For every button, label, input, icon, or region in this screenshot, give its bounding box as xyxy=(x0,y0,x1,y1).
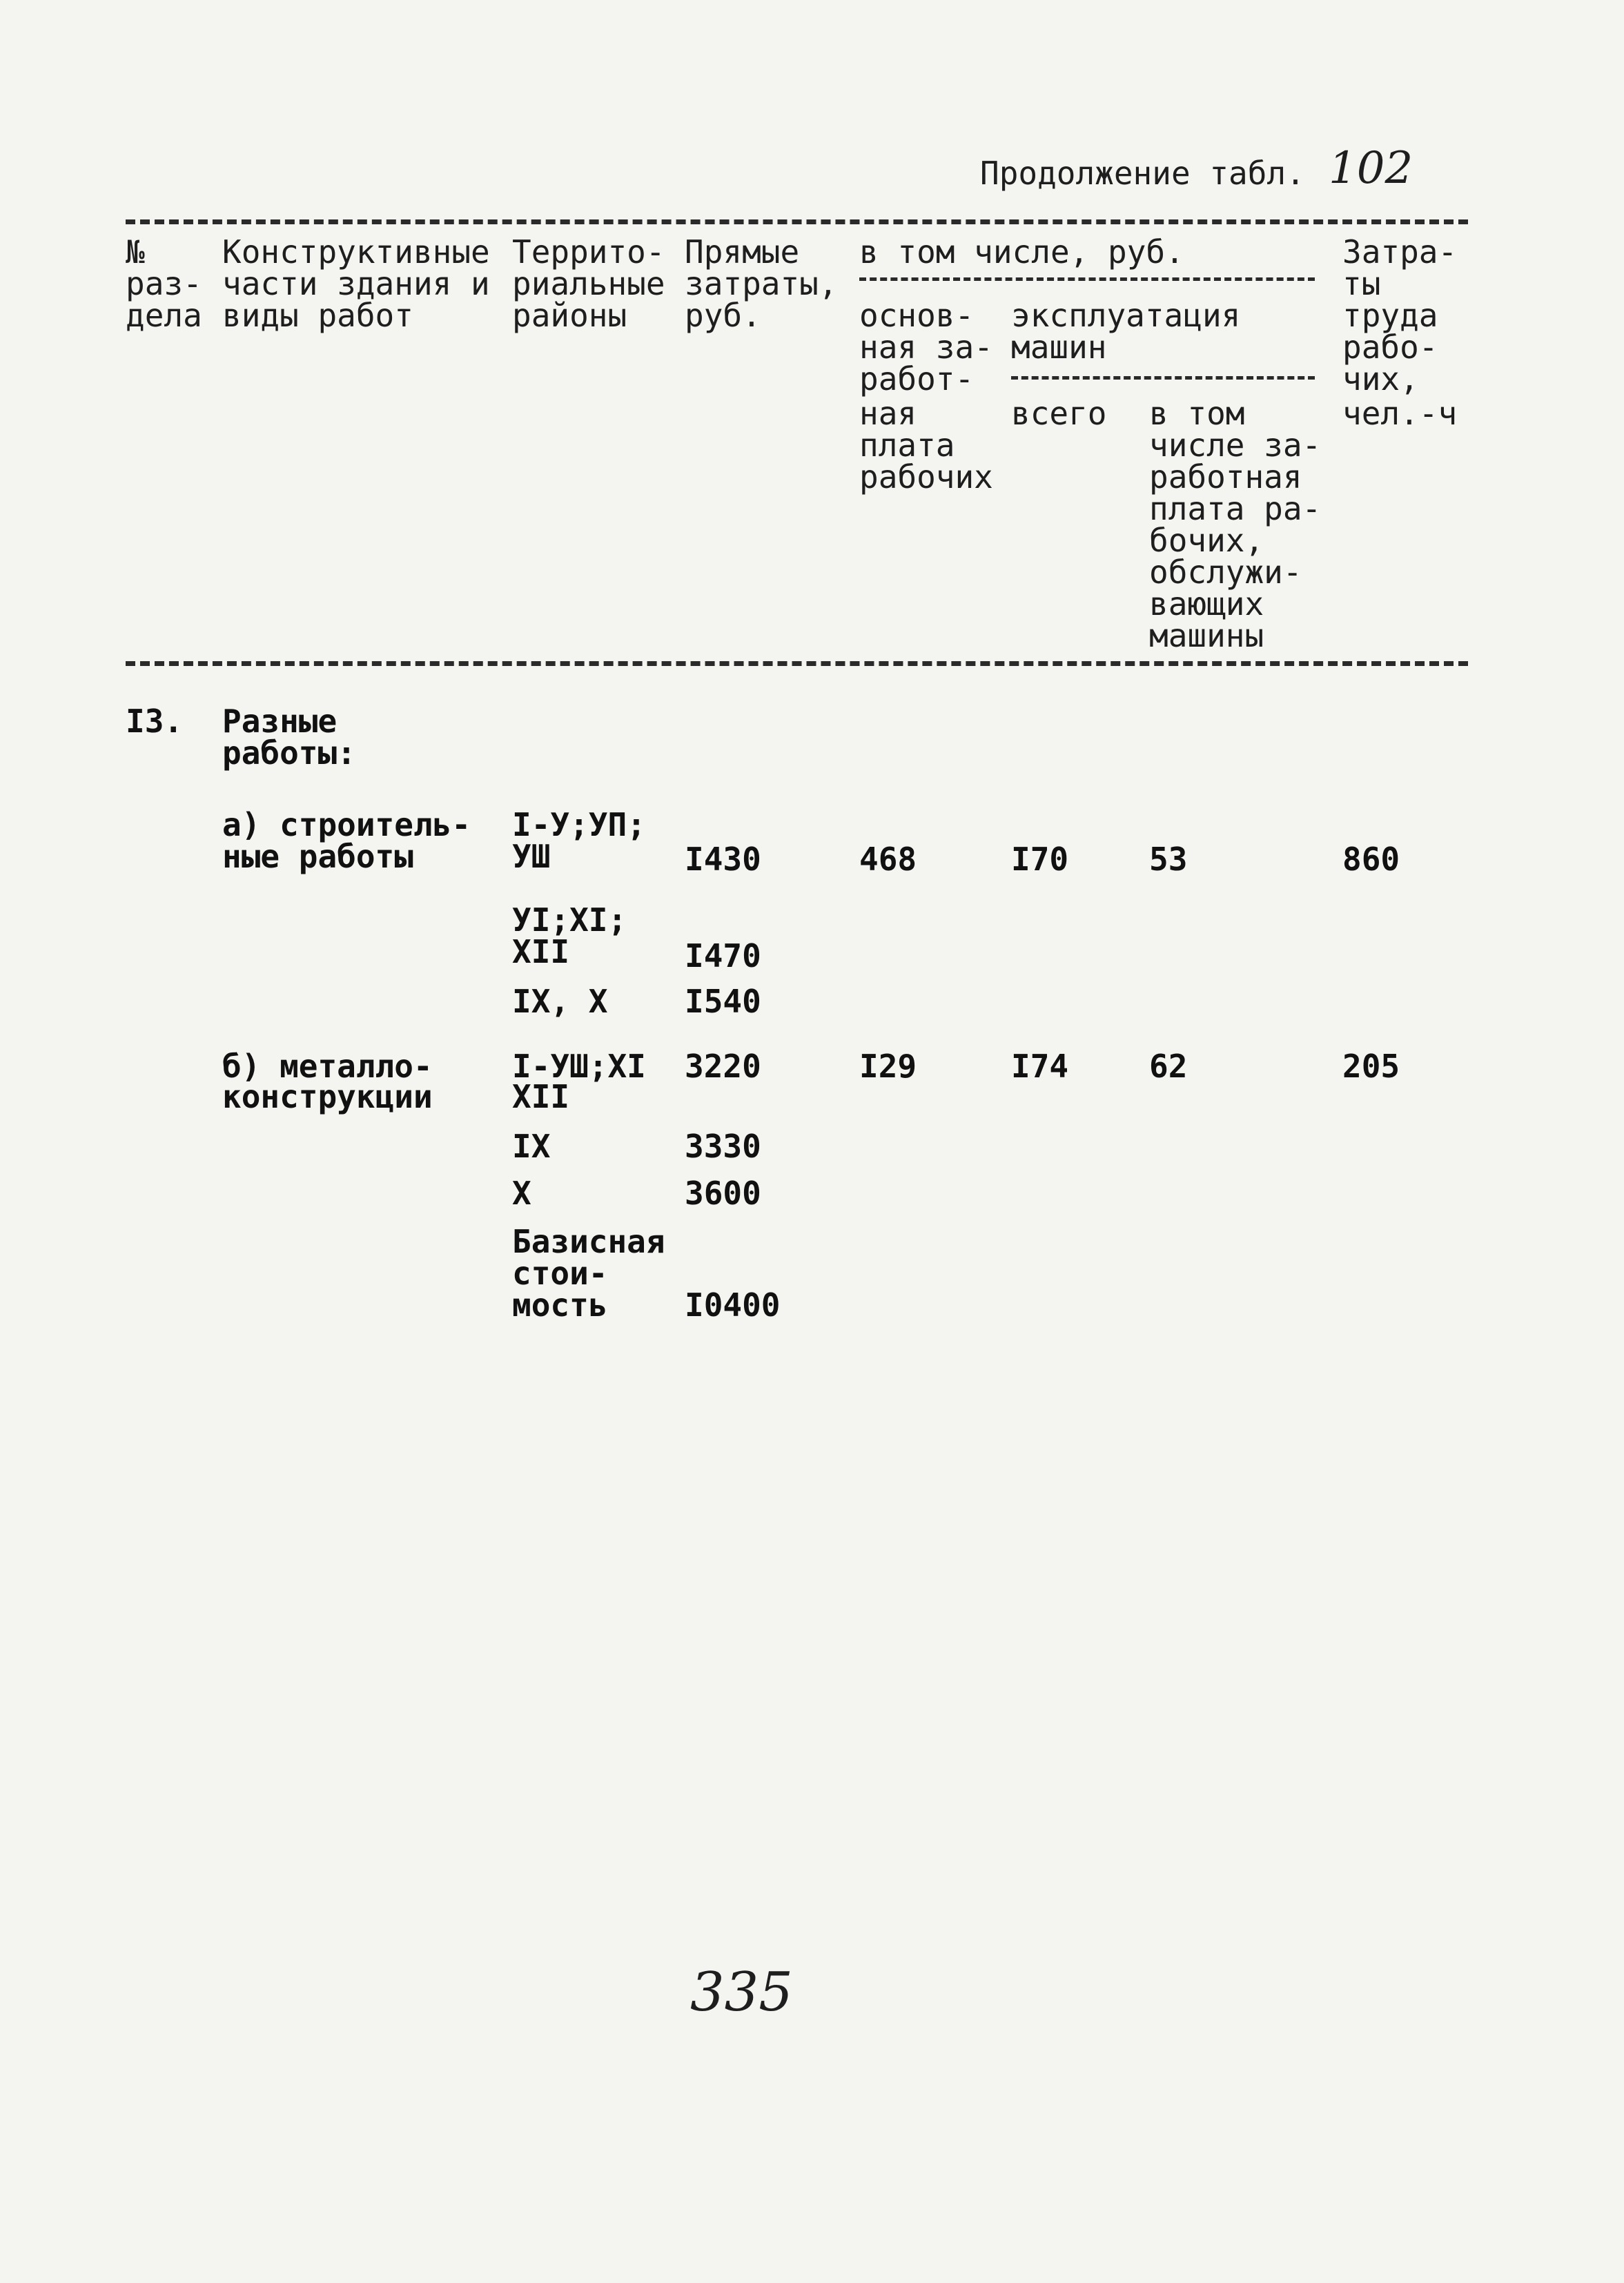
col-operator-wage-line-3: работная xyxy=(1149,458,1302,496)
row-b-work-line-2: конструкции xyxy=(222,1078,433,1115)
col-section-no-line-2: раз- xyxy=(126,265,202,302)
row-a3-direct: I540 xyxy=(685,983,761,1020)
row-b1-region-line-2: XII xyxy=(512,1078,570,1115)
col-regions-line-1: Террито- xyxy=(512,233,665,271)
col-labor-line-6: чел.-ч xyxy=(1342,395,1458,432)
col-base-wage-line-6: рабочих xyxy=(859,458,993,496)
col-regions-line-2: риальные xyxy=(512,265,665,302)
col-parts-line-2: части здания и xyxy=(222,265,490,302)
row-b1-wage: I29 xyxy=(859,1048,917,1085)
row-b4-direct: I0400 xyxy=(685,1286,781,1324)
row-b3-direct: 3600 xyxy=(685,1175,761,1212)
col-operator-wage-line-4: плата ра- xyxy=(1149,490,1322,527)
row-a3-region: IX, X xyxy=(512,983,608,1020)
section-title-line-1: Разные xyxy=(222,703,337,740)
col-base-wage-line-3: работ- xyxy=(859,360,975,398)
col-direct-line-2: затраты, xyxy=(685,265,838,302)
col-operator-wage-line-1: в том xyxy=(1149,395,1245,432)
col-including-header: в том числе, руб. xyxy=(859,233,1184,271)
section-title-line-2: работы: xyxy=(222,734,356,772)
page-number-handwritten: 335 xyxy=(690,1961,793,2024)
row-b1-mach-wage: 62 xyxy=(1149,1048,1188,1085)
row-b1-direct: 3220 xyxy=(685,1048,761,1085)
col-parts-line-1: Конструктивные xyxy=(222,233,490,271)
col-labor-line-3: труда xyxy=(1342,297,1438,334)
col-regions-line-3: районы xyxy=(512,297,627,334)
row-a1-region-line-2: УШ xyxy=(512,838,551,875)
row-a-work-line-2: ные работы xyxy=(222,838,413,875)
col-machines-total: всего xyxy=(1011,395,1107,432)
row-a1-direct: I430 xyxy=(685,841,761,878)
col-section-no-line-1: № xyxy=(126,233,145,271)
col-operator-wage-line-8: машины xyxy=(1149,617,1264,654)
row-b1-mach-total: I74 xyxy=(1011,1048,1069,1085)
row-b4-region-line-2: стои- xyxy=(512,1255,608,1292)
row-a2-region-line-2: XII xyxy=(512,933,570,970)
col-base-wage-line-5: плата xyxy=(859,427,955,464)
table-number-handwritten: 102 xyxy=(1329,143,1413,194)
col-labor-line-2: ты xyxy=(1342,265,1381,302)
col-machines-line-1: эксплуатация xyxy=(1011,297,1241,334)
row-a1-mach-total: I70 xyxy=(1011,841,1069,878)
row-a-work-line-1: а) строитель- xyxy=(222,806,471,843)
col-operator-wage-line-5: бочих, xyxy=(1149,522,1264,559)
row-b3-region: X xyxy=(512,1175,531,1212)
col-operator-wage-line-2: числе за- xyxy=(1149,427,1322,464)
header-bottom-rule xyxy=(126,661,1468,666)
row-b1-region-line-1: I-УШ;XI xyxy=(512,1048,646,1085)
machines-underline xyxy=(1011,376,1315,380)
row-a1-wage: 468 xyxy=(859,841,917,878)
row-a1-region-line-1: I-У;УП; xyxy=(512,806,646,843)
col-machines-line-2: машин xyxy=(1011,329,1107,366)
col-operator-wage-line-7: вающих xyxy=(1149,585,1264,623)
row-a1-labor: 860 xyxy=(1342,841,1400,878)
row-b2-direct: 3330 xyxy=(685,1128,761,1165)
row-a1-mach-wage: 53 xyxy=(1149,841,1188,878)
including-underline xyxy=(859,277,1315,281)
col-base-wage-line-1: основ- xyxy=(859,297,975,334)
row-b2-region: IX xyxy=(512,1128,551,1165)
section-number: I3. xyxy=(126,703,184,740)
col-section-no-line-3: дела xyxy=(126,297,202,334)
row-b4-region-line-1: Базисная xyxy=(512,1223,665,1260)
col-base-wage-line-4: ная xyxy=(859,395,917,432)
row-b1-labor: 205 xyxy=(1342,1048,1400,1085)
col-direct-line-1: Прямые xyxy=(685,233,800,271)
col-labor-line-1: Затра- xyxy=(1342,233,1458,271)
col-base-wage-line-2: ная за- xyxy=(859,329,993,366)
row-b4-region-line-3: мость xyxy=(512,1286,608,1324)
row-a2-region-line-1: УI;XI; xyxy=(512,901,627,939)
col-parts-line-3: виды работ xyxy=(222,297,413,334)
col-direct-line-3: руб. xyxy=(685,297,761,334)
col-operator-wage-line-6: обслужи- xyxy=(1149,553,1302,591)
col-labor-line-4: рабо- xyxy=(1342,329,1438,366)
row-a2-direct: I470 xyxy=(685,937,761,974)
col-labor-line-5: чих, xyxy=(1342,360,1419,398)
continuation-label: Продолжение табл. xyxy=(980,155,1305,192)
row-b-work-line-1: б) металло- xyxy=(222,1048,433,1085)
header-top-rule xyxy=(126,219,1468,224)
